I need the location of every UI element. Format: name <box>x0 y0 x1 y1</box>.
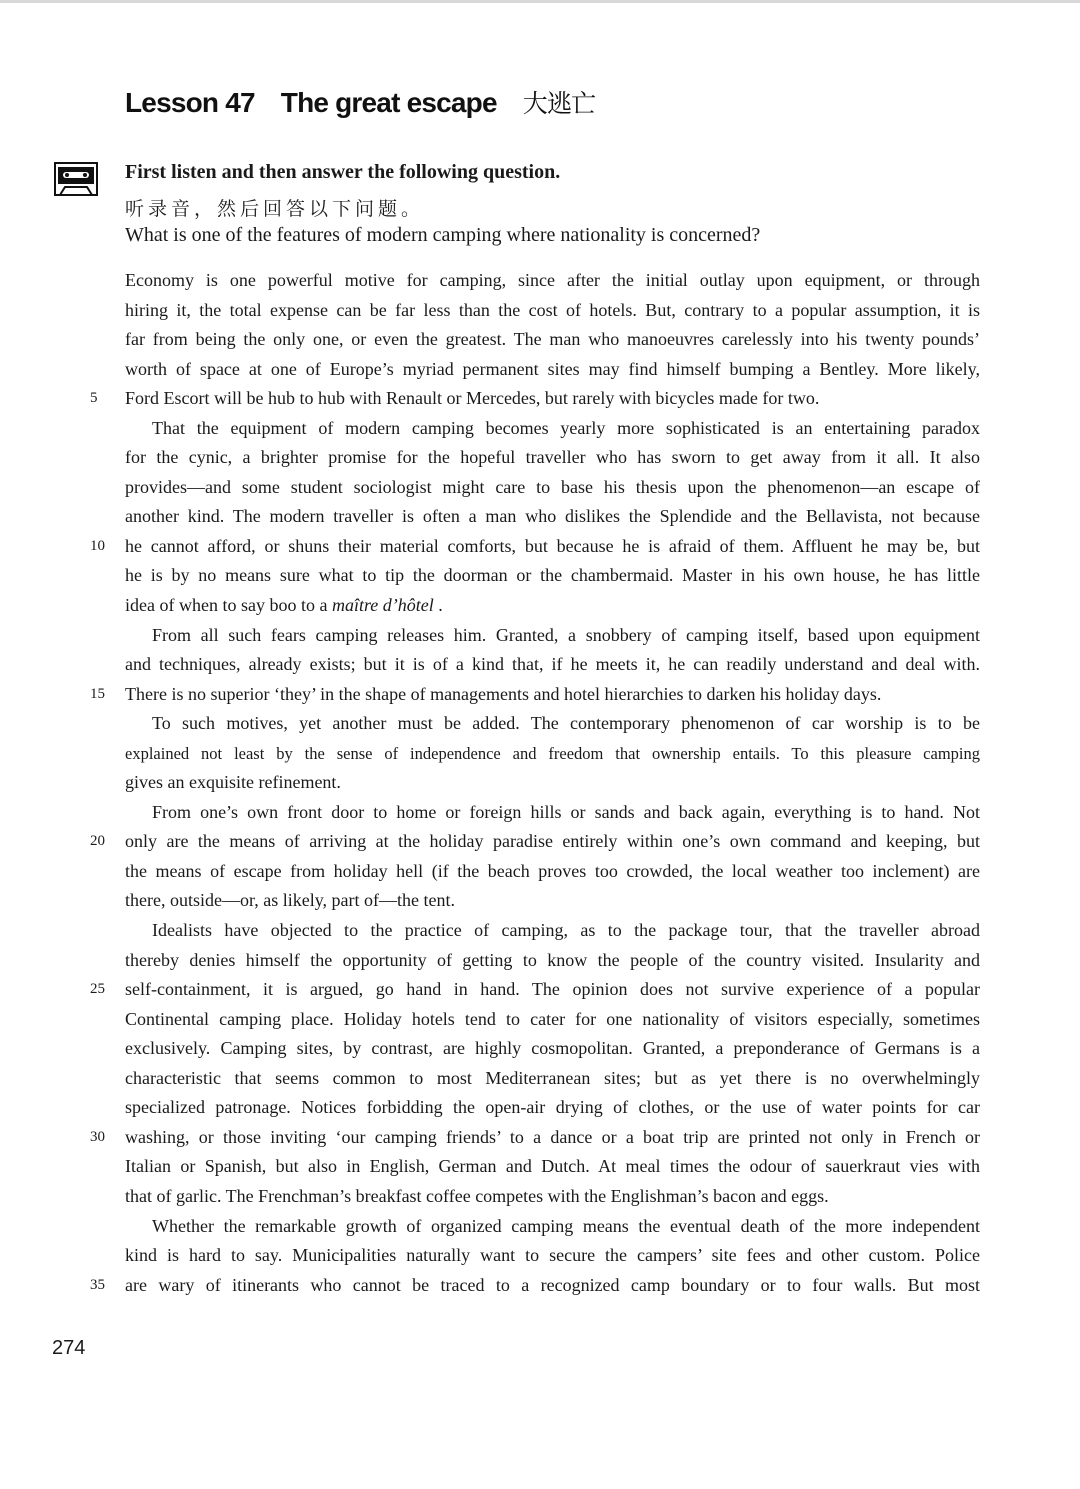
comprehension-question: What is one of the features of modern camping where nationality is concerned? <box>125 224 761 246</box>
line-text: exclusively. Camping sites, by contrast, are highly cosmopolitan. Granted, a preponderance of Germans is a <box>125 1038 980 1059</box>
line-text: thereby denies himself the opportunity of getting to know the people of the country visited. Insularity and <box>125 949 980 970</box>
passage-line <box>90 680 980 710</box>
line-text: idea of when to say boo to a <box>125 595 332 616</box>
cassette-tape-icon <box>54 162 98 196</box>
line-text: Italian or Spanish, but also in English, German and Dutch. At meal times the odour of sauerkraut vies with <box>125 1156 980 1177</box>
passage-line <box>90 532 980 562</box>
passage-line <box>125 1034 980 1064</box>
passage-line <box>125 946 980 976</box>
line-text: Economy is one powerful motive for camping, since after the initial outlay upon equipment, or through <box>125 270 980 290</box>
line-text: there, outside—or, as likely, part of—the tent. <box>125 890 456 911</box>
passage-line <box>125 296 980 326</box>
lesson-number: Lesson 47 <box>125 87 255 118</box>
line-text: the means of escape from holiday hell (if the beach proves too crowded, the local weather too inclement) are <box>125 860 980 881</box>
line-text: Idealists have objected to the practice of camping, as to the package tour, that the traveller abroad <box>152 920 980 941</box>
line-text: worth of space at one of Europe’s myriad permanent sites may find himself bumping a Bentley. More likely, <box>125 358 980 379</box>
lesson-title <box>125 84 621 120</box>
passage-text <box>90 266 980 1300</box>
passage-line <box>125 886 980 916</box>
line-text: Ford Escort will be hub to hub with Renault or Mercedes, but rarely with bicycles made for two. <box>125 388 820 409</box>
line-number: 10 <box>90 537 105 554</box>
passage-line <box>125 1064 980 1094</box>
line-text: far from being the only one, or even the greatest. The man who manoeuvres carelessly into his twenty pounds’ <box>125 329 980 350</box>
line-text: are wary of itinerants who cannot be traced to a recognized camp boundary or to four walls. But most <box>125 1274 980 1295</box>
line-text: and techniques, already exists; but it is of a kind that, if he meets it, he can readily understand and deal with. <box>125 654 980 675</box>
line-text: From one’s own front door to home or foreign hills or sands and back again, everything is to hand. Not <box>152 801 980 822</box>
line-text: There is no superior ‘they’ in the shape of managements and hotel hierarchies to darken his holiday days. <box>125 683 882 704</box>
passage-line <box>90 384 980 414</box>
line-text: gives an exquisite refinement. <box>125 772 341 793</box>
line-text: he is by no means sure what to tip the doorman or the chambermaid. Master in his own house, he has little <box>125 565 980 586</box>
passage-line <box>125 1212 980 1242</box>
passage-line <box>90 975 980 1005</box>
passage-line <box>125 650 980 680</box>
lesson-title-en: The great escape <box>280 87 497 118</box>
line-text: From all such fears camping releases him. Granted, a snobbery of camping itself, based upon equipment <box>152 624 980 645</box>
line-text: hiring it, the total expense can be far less than the cost of hotels. But, contrary to a popular assumption, it is <box>125 299 980 320</box>
line-number: 15 <box>90 685 105 702</box>
passage-line <box>125 1241 980 1271</box>
instruction-heading-cn: 听录音，然后回答以下问题。 <box>125 198 425 220</box>
passage-line <box>125 561 980 591</box>
line-text: self-containment, it is argued, go hand in hand. The opinion does not survive experience of a popular <box>125 979 980 1000</box>
passage-line <box>125 857 980 887</box>
passage-line <box>125 1182 980 1212</box>
instruction-heading: First listen and then answer the following question. <box>125 161 561 183</box>
line-number: 30 <box>90 1128 105 1145</box>
passage-line <box>125 916 980 946</box>
page-number: 274 <box>52 1337 86 1359</box>
passage-line <box>125 355 980 385</box>
line-text: only are the means of arriving at the holiday paradise entirely within one’s own command and keeping, but <box>125 831 980 852</box>
line-text: specialized patronage. Notices forbidding the open-air drying of clothes, or the use of water points for car <box>125 1097 980 1118</box>
line-text: provides—and some student sociologist might care to base his thesis upon the phenomenon—an escape of <box>125 476 980 497</box>
line-text: That the equipment of modern camping becomes yearly more sophisticated is an entertaining paradox <box>152 417 980 438</box>
lesson-title-cn: 大逃亡 <box>522 89 596 118</box>
passage-line <box>125 709 980 739</box>
line-text: To such motives, yet another must be added. The contemporary phenomenon of car worship is to be <box>152 713 980 734</box>
passage-line <box>125 739 980 769</box>
passage-line <box>125 798 980 828</box>
top-border <box>0 0 1080 3</box>
line-text: washing, or those inviting ‘our camping friends’ to a dance or a boat trip are printed not only in French or <box>125 1126 980 1147</box>
line-number: 20 <box>90 833 105 850</box>
passage-line <box>125 325 980 355</box>
passage-line <box>125 1093 980 1123</box>
passage-line <box>125 443 980 473</box>
line-text: another kind. The modern traveller is often a man who dislikes the Splendide and the Bellavista, not because <box>125 506 980 527</box>
line-text: explained not least by the sense of independence and freedom that ownership entails. To this pleasure camping <box>125 743 980 763</box>
passage-line <box>125 621 980 651</box>
passage-line <box>125 502 980 532</box>
passage-line <box>125 414 980 444</box>
passage-line <box>90 1271 980 1301</box>
line-number: 35 <box>90 1276 105 1293</box>
line-text-after: . <box>433 595 443 616</box>
line-text: for the cynic, a brighter promise for the hopeful traveller who has sworn to get away from it all. It also <box>125 447 980 468</box>
line-text: Whether the remarkable growth of organized camping means the eventual death of the more independent <box>152 1215 980 1236</box>
passage-line <box>125 473 980 503</box>
italic-phrase: maître d’hôtel <box>331 595 434 616</box>
line-text: he cannot afford, or shuns their material comforts, but because he is afraid of them. Affluent he may be, but <box>125 535 980 556</box>
line-number: 25 <box>90 981 105 998</box>
passage-line <box>125 591 980 621</box>
line-text: kind is hard to say. Municipalities naturally want to secure the campers’ site fees and other custom. Police <box>125 1245 980 1266</box>
line-number: 5 <box>90 390 98 407</box>
passage-line <box>90 1123 980 1153</box>
passage-line <box>125 1152 980 1182</box>
passage-line <box>125 1005 980 1035</box>
passage-line <box>90 827 980 857</box>
passage-line <box>125 768 980 798</box>
passage-line <box>125 266 980 296</box>
line-text: characteristic that seems common to most Mediterranean sites; but as yet there is no overwhelmingly <box>125 1067 980 1088</box>
line-text: Continental camping place. Holiday hotels tend to cater for one nationality of visitors especially, sometimes <box>125 1008 980 1029</box>
line-text: that of garlic. The Frenchman’s breakfast coffee competes with the Englishman’s bacon and eggs. <box>125 1185 829 1206</box>
